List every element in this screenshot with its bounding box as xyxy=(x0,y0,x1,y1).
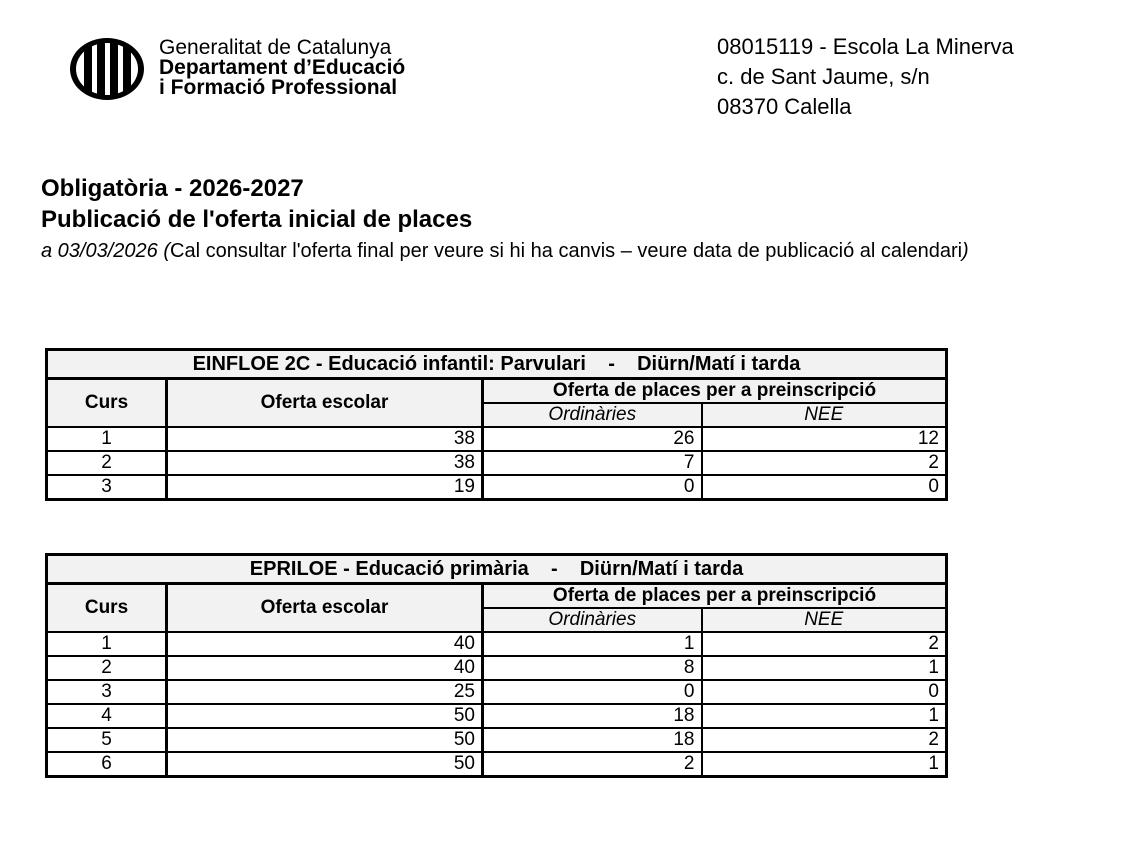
cell-ordinaries: 1 xyxy=(483,632,702,656)
subtitle xyxy=(41,240,969,263)
header-oferta: Oferta escolar xyxy=(167,379,483,428)
header-nee: NEE xyxy=(702,608,947,632)
header-nee: NEE xyxy=(702,403,947,427)
cell-curs: 1 xyxy=(47,427,167,451)
paren: ) xyxy=(962,240,969,262)
cell-nee: 12 xyxy=(702,427,947,451)
header-curs: Curs xyxy=(47,379,167,428)
cell-nee: 1 xyxy=(702,704,947,728)
cell-ordinaries: 18 xyxy=(483,704,702,728)
table-row xyxy=(47,752,947,777)
places-table xyxy=(45,348,948,501)
school-city: 08370 Calella xyxy=(717,94,852,119)
school-street: c. de Sant Jaume, s/n xyxy=(717,64,930,89)
header-ordinaries: Ordinàries xyxy=(483,403,702,427)
table-row xyxy=(47,427,947,451)
cell-nee: 0 xyxy=(702,680,947,704)
catalonia-emblem-icon xyxy=(67,36,147,102)
table-title: EPRILOE - Educació primària - Diürn/Matí i tarda xyxy=(47,555,947,584)
logo-line-2: Departament d’Educació xyxy=(159,56,406,79)
table-row xyxy=(47,451,947,475)
cell-curs: 2 xyxy=(47,451,167,475)
cell-curs: 3 xyxy=(47,680,167,704)
cell-nee: 2 xyxy=(702,632,947,656)
cell-nee: 2 xyxy=(702,728,947,752)
cell-curs: 6 xyxy=(47,752,167,777)
cell-curs: 3 xyxy=(47,475,167,500)
header-curs: Curs xyxy=(47,584,167,633)
cell-oferta: 40 xyxy=(167,656,483,680)
cell-oferta: 19 xyxy=(167,475,483,500)
header-group: Oferta de places per a preinscripció xyxy=(483,379,947,404)
school-address xyxy=(717,32,1014,122)
cell-nee: 1 xyxy=(702,752,947,777)
cell-oferta: 38 xyxy=(167,427,483,451)
cell-curs: 5 xyxy=(47,728,167,752)
title-line-1: Obligatòria - 2026-2027 xyxy=(41,175,304,202)
table-row xyxy=(47,632,947,656)
cell-ordinaries: 0 xyxy=(483,680,702,704)
table-row xyxy=(47,704,947,728)
cell-curs: 4 xyxy=(47,704,167,728)
cell-ordinaries: 7 xyxy=(483,451,702,475)
header-ordinaries: Ordinàries xyxy=(483,608,702,632)
cell-nee: 2 xyxy=(702,451,947,475)
table-row xyxy=(47,680,947,704)
logo-line-1: Generalitat de Catalunya xyxy=(159,36,392,59)
paren: ( xyxy=(157,240,170,262)
table-row xyxy=(47,656,947,680)
cell-nee: 1 xyxy=(702,656,947,680)
cell-oferta: 40 xyxy=(167,632,483,656)
cell-ordinaries: 2 xyxy=(483,752,702,777)
note: Cal consultar l'oferta final per veure si hi ha canvis – veure data de publicació al calendari xyxy=(170,240,963,262)
table-title: EINFLOE 2C - Educació infantil: Parvulari - Diürn/Matí i tarda xyxy=(47,350,947,379)
publication-date: a 03/03/2026 xyxy=(41,240,158,262)
cell-ordinaries: 0 xyxy=(483,475,702,500)
header-oferta: Oferta escolar xyxy=(167,584,483,633)
cell-curs: 2 xyxy=(47,656,167,680)
cell-curs: 1 xyxy=(47,632,167,656)
table-row xyxy=(47,475,947,500)
cell-oferta: 50 xyxy=(167,704,483,728)
places-table xyxy=(45,553,948,778)
school-name: 08015119 - Escola La Minerva xyxy=(717,34,1014,59)
table-row xyxy=(47,728,947,752)
cell-ordinaries: 8 xyxy=(483,656,702,680)
cell-oferta: 50 xyxy=(167,752,483,777)
title-line-2: Publicació de l'oferta inicial de places xyxy=(41,206,473,233)
cell-oferta: 38 xyxy=(167,451,483,475)
header-group: Oferta de places per a preinscripció xyxy=(483,584,947,609)
document-title xyxy=(41,173,472,235)
cell-nee: 0 xyxy=(702,475,947,500)
cell-ordinaries: 26 xyxy=(483,427,702,451)
cell-ordinaries: 18 xyxy=(483,728,702,752)
cell-oferta: 25 xyxy=(167,680,483,704)
cell-oferta: 50 xyxy=(167,728,483,752)
generalitat-logo xyxy=(67,36,507,102)
logo-line-3: i Formació Professional xyxy=(159,76,398,99)
